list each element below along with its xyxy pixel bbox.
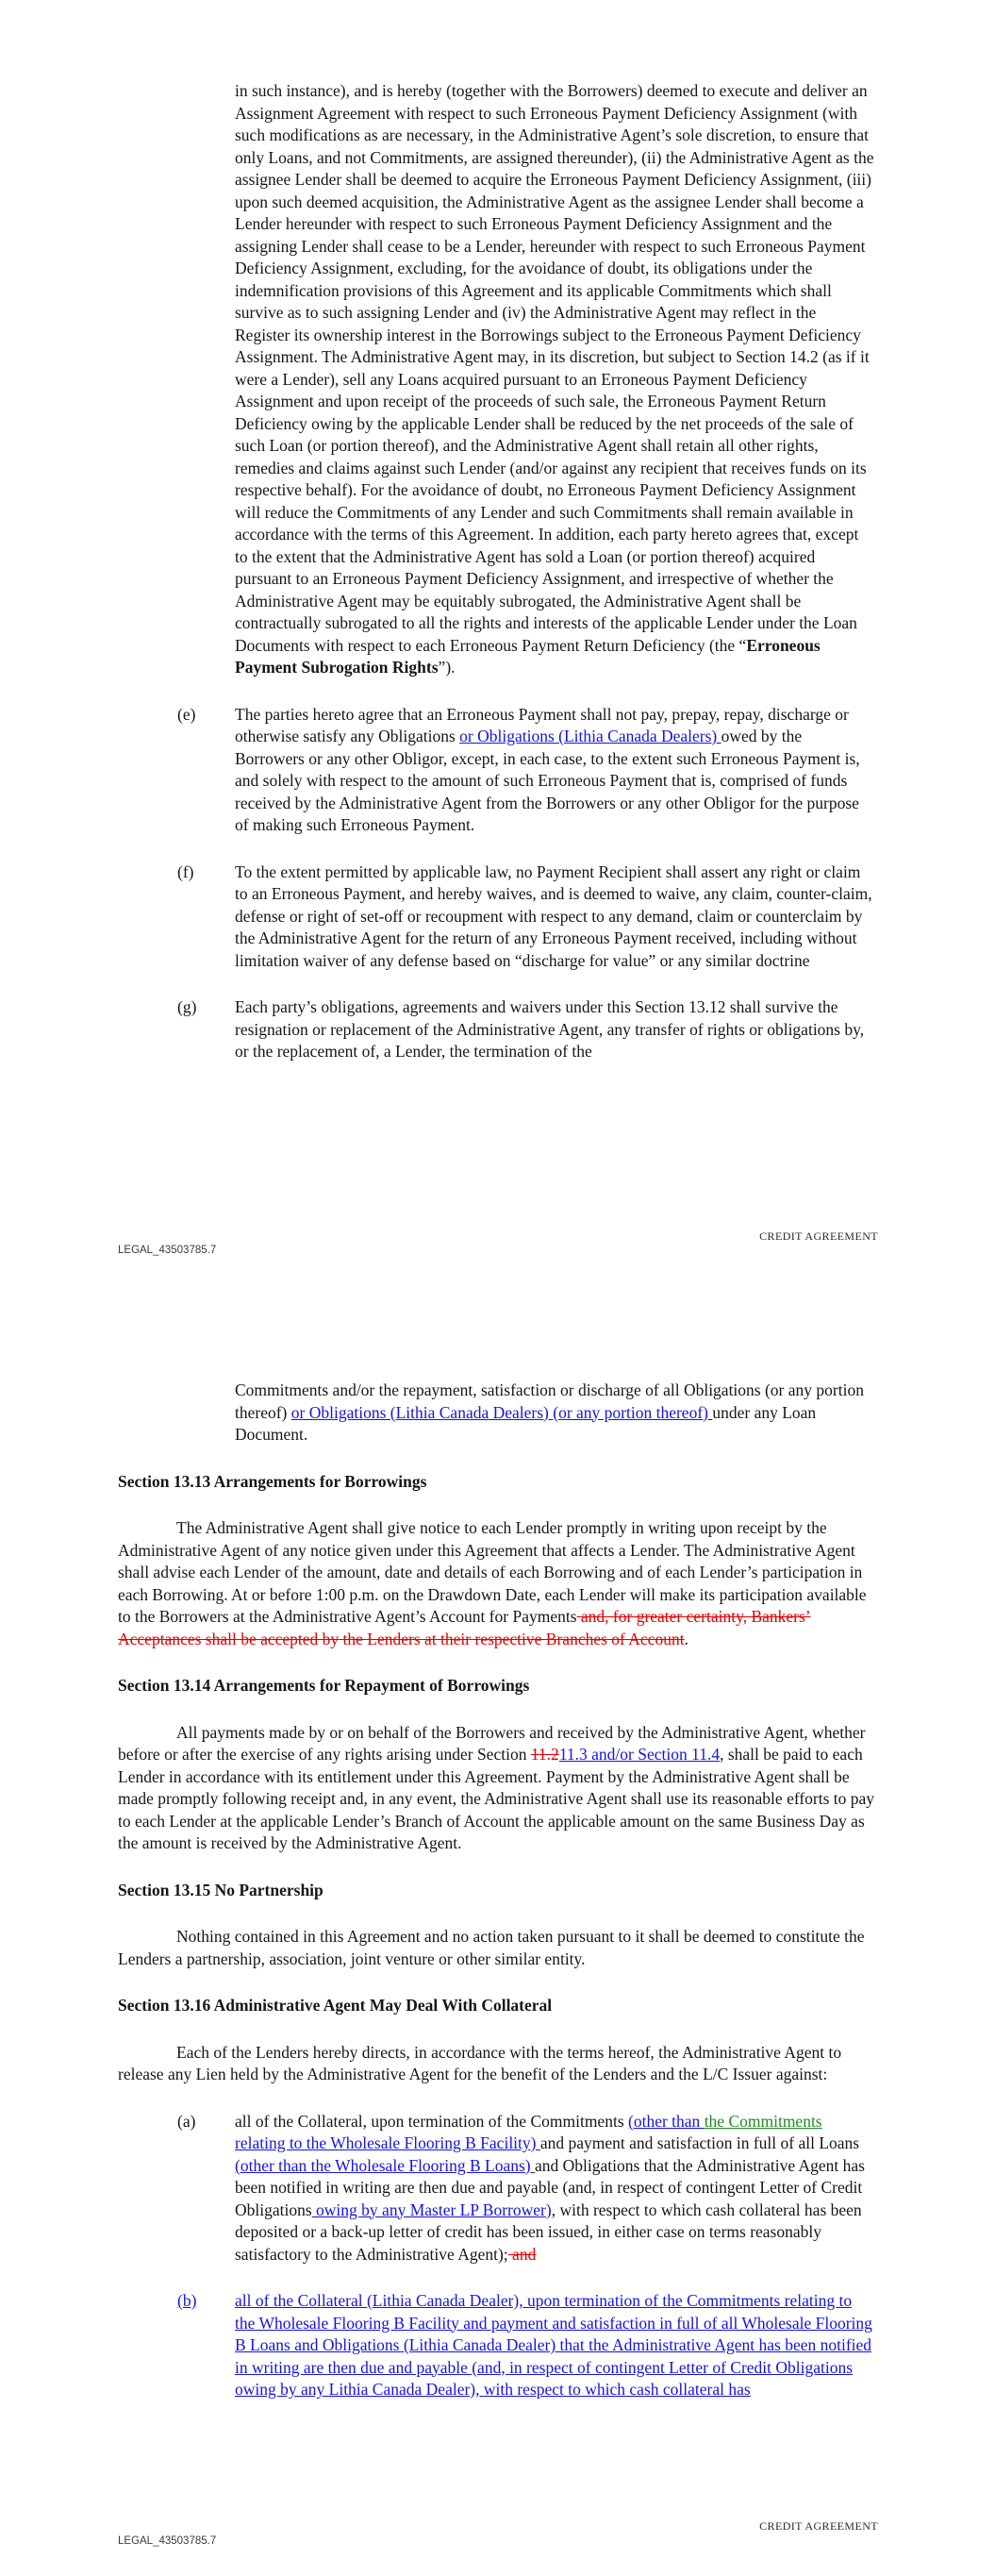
inserted-text: (other than the Wholesale Flooring B Loans) [235, 2155, 536, 2175]
paragraph [118, 1926, 878, 1970]
section-heading: Section 13.13 Arrangements for Borrowings [118, 1471, 427, 1491]
item-text [235, 2291, 872, 2399]
text-run: , shall be paid to each Lender in accordance with its entitlement under this Agreement. Payment by the Administrative Agent shall be made promptly following receipt and, in any event, the Administrative Agent shall use its reasonable efforts to pay to each Lender at the applicable Lender’s Branch of Account the applicable amount on the same Business Day as the amount is received by the Administrative Agent. [118, 1745, 875, 1852]
page-2-footer-document-id: LEGAL_43503785.7 [118, 2535, 217, 2547]
text-run: All payments made by or on behalf of the Borrowers and received by the Administrative Agent, whether before or after the exercise of any rights arising under Section [118, 1722, 866, 1764]
list-item-b [177, 2290, 874, 2401]
moved-text: the Commitments [704, 2111, 822, 2131]
inserted-text: or Obligations (Lithia Canada Dealers) (or any portion thereof) [290, 1402, 713, 1422]
inserted-text: (other than [628, 2111, 705, 2131]
list-item-g [177, 996, 874, 1063]
inserted-text: relating to the Wholesale Flooring B Facility) [235, 2133, 540, 2152]
list-item-a [177, 2111, 874, 2267]
text-run: and Obligations that the Administrative Agent has been notified in writing are then due and payable (and, in respect of contingent Letter of Credit Obligations [235, 2155, 865, 2219]
text-run: Each of the Lenders hereby directs, in accordance with the terms hereof, the Administrative Agent to release any Lien held by the Administrative Agent for the benefit of the Lenders and the L/C Issuer against: [118, 2042, 842, 2083]
deleted-text: and, for greater certainty, Bankers’ Acceptances shall be accepted by the Lenders at their respective Branches of Account [118, 1607, 811, 1648]
page-1-footer-title: CREDIT AGREEMENT [759, 1229, 878, 1243]
paragraph [118, 1722, 878, 1855]
item-label: (e) [177, 704, 196, 724]
inserted-text: owing by any Master LP Borrower) [311, 2200, 552, 2219]
deleted-text: 11.2 [530, 1745, 559, 1764]
inserted-text: all of the Collateral (Lithia Canada Dealer), upon termination of the Commitments relating to the Wholesale Flooring B Facility and payment and satisfaction in full of all Wholesale Flooring B Loans and Obligations (Lithia Canada Dealer) that the Administrative Agent has been notified in writing are then due and payable (and, in respect of contingent Letter of Credit Obligations owing by any Lithia Canada Dealer), with respect to which cash collateral has [235, 2291, 872, 2399]
text-run: ”). [438, 658, 456, 677]
item-label: (g) [177, 997, 197, 1016]
item-label: (b) [177, 2291, 197, 2310]
paragraph [118, 1517, 878, 1650]
item-text [235, 705, 860, 835]
item-label: (f) [177, 861, 194, 881]
page-2-body [118, 1380, 878, 2401]
item-text [235, 862, 872, 970]
section-heading: Section 13.15 No Partnership [118, 1880, 323, 1899]
section-heading: Section 13.16 Administrative Agent May Deal With Collateral [118, 1996, 553, 2015]
list-item-f [177, 861, 874, 973]
page-1-footer-document-id: LEGAL_43503785.7 [118, 1245, 217, 1256]
page-2-footer-title: CREDIT AGREEMENT [759, 2519, 878, 2533]
text-run: all of the Collateral, upon termination of the Commitments [235, 2111, 629, 2131]
page-1-body [118, 80, 878, 1063]
text-run: owed by the Borrowers or any other Obligor, except, in each case, to the extent such Erroneous Payment is, and solely with respect to the amount of such Erroneous Payment that is, comprised of funds received by the Administrative Agent from the Borrowers or any other Obligor for the purpose of making such Erroneous Payment. [235, 727, 860, 834]
text-run: in such instance), and is hereby (together with the Borrowers) deemed to execute and deliver an Assignment Agreement with respect to such Erroneous Payment Deficiency Assignment (with such modifications as are necessary, in the Administrative Agent’s sole discretion, to ensure that only Loans, and not Commitments, are assigned thereunder), (ii) the Administrative Agent as the assignee Lender shall be deemed to acquire the Erroneous Payment Deficiency Assignment, (iii) upon such deemed acquisition, the Administrative Agent as the assignee Lender shall become a Lender hereunder with respect to such Erroneous Payment Deficiency Assignment and the assigning Lender shall cease to be a Lender, hereunder with respect to such Erroneous Payment Deficiency Assignment, excluding, for the avoidance of doubt, its obligations under the indemnification provisions of this Agreement and its applicable Commitments which shall survive as to such assigning Lender and (iv) the Administrative Agent may reflect in the Register its ownership interest in the Borrowings subject to the Erroneous Payment Deficiency Assignment. The Administrative Agent may, in its discretion, but subject to Section 14.2 (as if it were a Lender), sell any Loans acquired pursuant to an Erroneous Payment Deficiency Assignment and upon receipt of the proceeds of such sale, the Erroneous Payment Return Deficiency owing by the applicable Lender shall be reduced by the net proceeds of the sale of such Loan (or portion thereof), and the Administrative Agent shall retain all other rights, remedies and claims against such Lender (and/or against any recipient that receives funds on its respective behalf). For the avoidance of doubt, no Erroneous Payment Deficiency Assignment will reduce the Commitments of any Lender and such Commitments shall remain available in accordance with the terms of this Agreement. In addition, each party hereto agrees that, except to the extent that the Administrative Agent has sold a Loan (or portion thereof) acquired pursuant to an Erroneous Payment Deficiency Assignment, and irrespective of whether the Administrative Agent may be equitably subrogated, the Administrative Agent shall be contractually subrogated to all the rights and interests of the applicable Lender under the Loan Documents with respect to each Erroneous Payment Return Deficiency (the “ [235, 81, 874, 655]
text-run: . [684, 1629, 688, 1648]
item-text [235, 2112, 865, 2264]
text-run: The Administrative Agent shall give notice to each Lender promptly in writing upon receipt by the Administrative Agent of any notice given under this Agreement that affects a Lender. The Administrative Agent shall advise each Lender of the amount, date and details of each Borrowing and of each Lender’s participation in each Borrowing. At or before 1:00 p.m. on the Drawdown Date, each Lender will make its participation available to the Borrowers at the Administrative Agent’s Account for Payments [118, 1518, 867, 1626]
section-heading: Section 13.14 Arrangements for Repayment of Borrowings [118, 1676, 530, 1695]
text-run: To the extent permitted by applicable law, no Payment Recipient shall assert any right or claim to an Erroneous Payment, and hereby waives, and is deemed to waive, any claim, counter-claim, defense or right of set-off or recoupment with respect to any demand, claim or counterclaim by the Administrative Agent for the return of any Erroneous Payment received, including without limitation waiver of any defense based on “discharge for value” or any similar doctrine [235, 861, 872, 970]
inserted-text: or Obligations (Lithia Canada Dealers) [459, 727, 721, 745]
defined-term: Erroneous Payment Subrogation Rights [235, 635, 821, 677]
text-run: , with respect to which cash collateral has been deposited or a back-up letter of credit has been issued, in either case on terms reasonably satisfactory to the Administrative Agent); [235, 2200, 862, 2264]
item-label: (a) [177, 2111, 196, 2131]
list-item-e [177, 704, 874, 837]
continuation-paragraph [235, 80, 874, 679]
item-text [235, 997, 864, 1061]
text-run: Commitments and/or the repayment, satisfaction or discharge of all Obligations (or any portion thereof) [235, 1380, 864, 1422]
text-run: and payment and satisfaction in full of all Loans [539, 2133, 860, 2152]
inserted-text: 11.3 and/or Section 11.4 [558, 1745, 721, 1764]
continuation-paragraph [235, 1380, 874, 1447]
deleted-text: and [507, 2244, 537, 2264]
text-run: Each party’s obligations, agreements and waivers under this Section 13.12 shall survive the resignation or replacement of the Administrative Agent, any transfer of rights or obligations by, or the replacement of, a Lender, the termination of the [235, 997, 865, 1061]
text-run: The parties hereto agree that an Erroneous Payment shall not pay, prepay, repay, discharge or otherwise satisfy any Obligations [235, 704, 849, 745]
text-run: Nothing contained in this Agreement and no action taken pursuant to it shall be deemed to constitute the Lenders a partnership, association, joint venture or other similar entity. [118, 1927, 865, 1968]
paragraph [118, 2042, 878, 2086]
text-run: under any Loan Document. [235, 1402, 817, 1444]
